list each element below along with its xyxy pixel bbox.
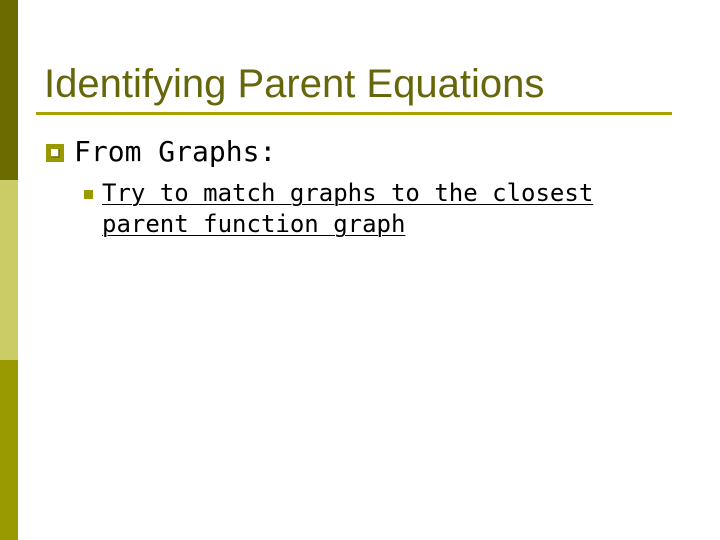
left-bar-top	[0, 0, 18, 180]
square-bullet-icon	[84, 190, 93, 199]
sub-bullet-link[interactable]	[102, 178, 593, 240]
bullet-item	[46, 134, 276, 170]
sub-bullet-item[interactable]	[84, 178, 644, 240]
left-bar-middle	[0, 180, 18, 360]
left-bar-bottom	[0, 360, 18, 540]
title-underline-rule	[36, 112, 672, 115]
sub-bullet-line-1: Try to match graphs to the closest	[102, 179, 594, 207]
slide-title: Identifying Parent Equations	[44, 62, 545, 106]
hollow-square-bullet-icon	[46, 144, 64, 162]
sub-bullet-line-2: parent function graph	[102, 210, 406, 238]
bullet-text: From Graphs:	[74, 135, 277, 168]
